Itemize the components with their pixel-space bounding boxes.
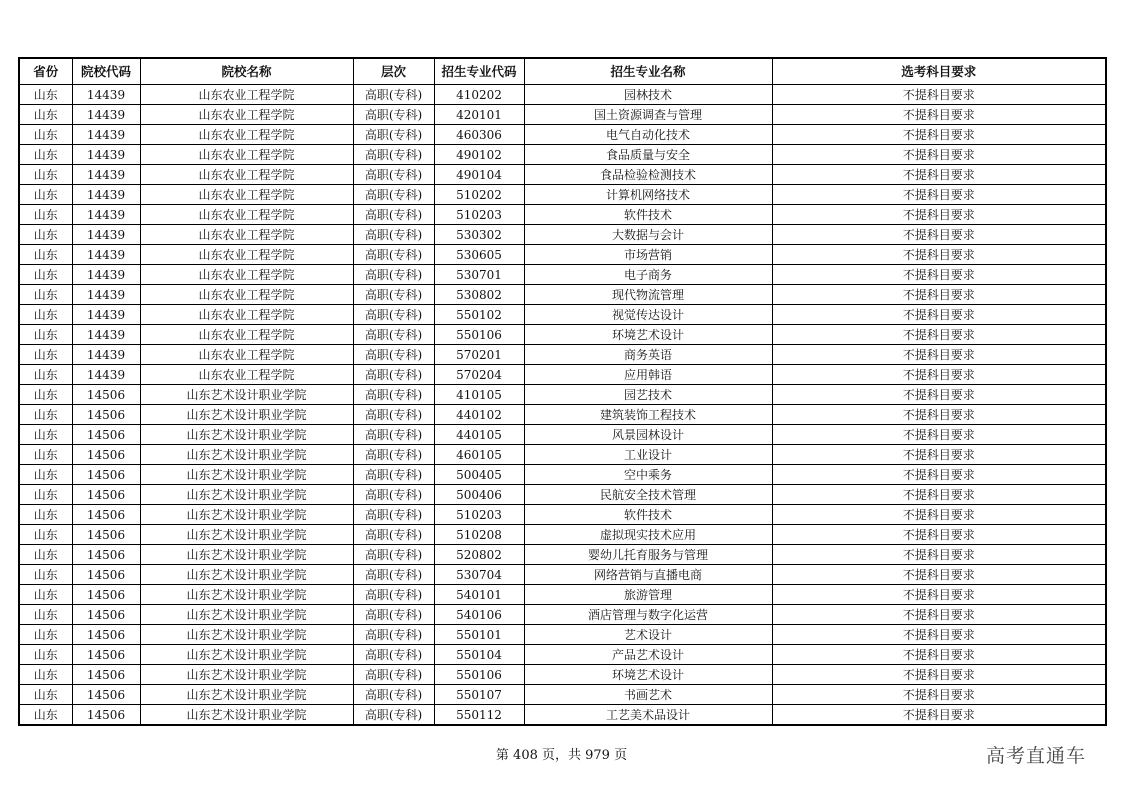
cell-major-name: 食品检验检测技术 (524, 165, 772, 185)
table-row (19, 585, 1106, 605)
cell-level: 高职(专科) (353, 105, 434, 125)
cell-level: 高职(专科) (353, 605, 434, 625)
cell-subject-requirement: 不提科目要求 (772, 445, 1106, 465)
cell-school-name: 山东农业工程学院 (140, 265, 353, 285)
cell-major-code: 530701 (434, 265, 524, 285)
cell-school-name: 山东艺术设计职业学院 (140, 545, 353, 565)
cell-major-name: 风景园林设计 (524, 425, 772, 445)
cell-school-name: 山东艺术设计职业学院 (140, 445, 353, 465)
cell-subject-requirement: 不提科目要求 (772, 365, 1106, 385)
cell-province: 山东 (19, 225, 72, 245)
cell-major-code: 510202 (434, 185, 524, 205)
cell-province: 山东 (19, 405, 72, 425)
table-row (19, 285, 1106, 305)
cell-major-code: 550106 (434, 665, 524, 685)
table-row (19, 325, 1106, 345)
cell-school-code: 14439 (72, 205, 140, 225)
cell-major-name: 食品质量与安全 (524, 145, 772, 165)
cell-major-code: 570201 (434, 345, 524, 365)
cell-level: 高职(专科) (353, 545, 434, 565)
cell-major-name: 软件技术 (524, 205, 772, 225)
cell-subject-requirement: 不提科目要求 (772, 565, 1106, 585)
table-row (19, 405, 1106, 425)
cell-major-code: 500405 (434, 465, 524, 485)
cell-major-code: 510208 (434, 525, 524, 545)
cell-province: 山东 (19, 705, 72, 726)
cell-school-name: 山东艺术设计职业学院 (140, 385, 353, 405)
cell-major-code: 570204 (434, 365, 524, 385)
cell-province: 山东 (19, 465, 72, 485)
cell-province: 山东 (19, 525, 72, 545)
cell-major-name: 大数据与会计 (524, 225, 772, 245)
cell-level: 高职(专科) (353, 445, 434, 465)
cell-school-name: 山东农业工程学院 (140, 305, 353, 325)
cell-major-name: 市场营销 (524, 245, 772, 265)
cell-major-code: 500406 (434, 485, 524, 505)
cell-school-code: 14506 (72, 705, 140, 726)
cell-major-code: 530704 (434, 565, 524, 585)
cell-major-code: 520802 (434, 545, 524, 565)
cell-subject-requirement: 不提科目要求 (772, 385, 1106, 405)
cell-subject-requirement: 不提科目要求 (772, 505, 1106, 525)
cell-major-code: 550102 (434, 305, 524, 325)
header-school-code: 院校代码 (72, 58, 140, 85)
cell-province: 山东 (19, 645, 72, 665)
cell-major-name: 网络营销与直播电商 (524, 565, 772, 585)
table-row (19, 525, 1106, 545)
header-school-name: 院校名称 (140, 58, 353, 85)
cell-school-name: 山东农业工程学院 (140, 225, 353, 245)
cell-level: 高职(专科) (353, 305, 434, 325)
cell-province: 山东 (19, 305, 72, 325)
cell-level: 高职(专科) (353, 365, 434, 385)
cell-major-code: 550104 (434, 645, 524, 665)
cell-level: 高职(专科) (353, 145, 434, 165)
cell-level: 高职(专科) (353, 565, 434, 585)
header-level: 层次 (353, 58, 434, 85)
cell-school-code: 14506 (72, 645, 140, 665)
cell-province: 山东 (19, 145, 72, 165)
cell-subject-requirement: 不提科目要求 (772, 525, 1106, 545)
cell-province: 山东 (19, 385, 72, 405)
cell-subject-requirement: 不提科目要求 (772, 105, 1106, 125)
cell-major-code: 460306 (434, 125, 524, 145)
table-row (19, 365, 1106, 385)
cell-school-name: 山东农业工程学院 (140, 165, 353, 185)
cell-major-code: 460105 (434, 445, 524, 465)
cell-school-code: 14506 (72, 445, 140, 465)
cell-province: 山东 (19, 545, 72, 565)
cell-major-code: 410202 (434, 85, 524, 105)
cell-school-name: 山东艺术设计职业学院 (140, 525, 353, 545)
cell-school-name: 山东农业工程学院 (140, 185, 353, 205)
cell-subject-requirement: 不提科目要求 (772, 265, 1106, 285)
cell-province: 山东 (19, 485, 72, 505)
header-subject-requirement: 选考科目要求 (772, 58, 1106, 85)
cell-major-code: 540101 (434, 585, 524, 605)
cell-major-code: 550106 (434, 325, 524, 345)
cell-level: 高职(专科) (353, 225, 434, 245)
cell-school-code: 14439 (72, 105, 140, 125)
cell-subject-requirement: 不提科目要求 (772, 685, 1106, 705)
cell-major-name: 现代物流管理 (524, 285, 772, 305)
cell-major-code: 530605 (434, 245, 524, 265)
cell-province: 山东 (19, 605, 72, 625)
cell-school-name: 山东艺术设计职业学院 (140, 505, 353, 525)
table-row (19, 165, 1106, 185)
cell-school-name: 山东艺术设计职业学院 (140, 605, 353, 625)
cell-major-code: 510203 (434, 505, 524, 525)
cell-school-code: 14506 (72, 485, 140, 505)
cell-major-code: 490104 (434, 165, 524, 185)
cell-school-name: 山东艺术设计职业学院 (140, 485, 353, 505)
cell-school-code: 14506 (72, 665, 140, 685)
cell-level: 高职(专科) (353, 505, 434, 525)
cell-province: 山东 (19, 245, 72, 265)
header-major-code: 招生专业代码 (434, 58, 524, 85)
cell-level: 高职(专科) (353, 585, 434, 605)
cell-school-code: 14439 (72, 325, 140, 345)
cell-province: 山东 (19, 445, 72, 465)
cell-major-code: 530302 (434, 225, 524, 245)
cell-subject-requirement: 不提科目要求 (772, 125, 1106, 145)
cell-level: 高职(专科) (353, 465, 434, 485)
cell-school-code: 14439 (72, 265, 140, 285)
cell-level: 高职(专科) (353, 285, 434, 305)
cell-level: 高职(专科) (353, 165, 434, 185)
cell-major-code: 440102 (434, 405, 524, 425)
cell-subject-requirement: 不提科目要求 (772, 645, 1106, 665)
cell-level: 高职(专科) (353, 425, 434, 445)
cell-level: 高职(专科) (353, 385, 434, 405)
cell-major-code: 550101 (434, 625, 524, 645)
cell-major-name: 建筑装饰工程技术 (524, 405, 772, 425)
cell-subject-requirement: 不提科目要求 (772, 225, 1106, 245)
cell-subject-requirement: 不提科目要求 (772, 165, 1106, 185)
cell-province: 山东 (19, 625, 72, 645)
cell-province: 山东 (19, 85, 72, 105)
cell-subject-requirement: 不提科目要求 (772, 325, 1106, 345)
cell-province: 山东 (19, 585, 72, 605)
cell-school-name: 山东农业工程学院 (140, 325, 353, 345)
cell-level: 高职(专科) (353, 265, 434, 285)
table-row (19, 205, 1106, 225)
table-row (19, 645, 1106, 665)
cell-level: 高职(专科) (353, 125, 434, 145)
table-row (19, 245, 1106, 265)
cell-school-code: 14506 (72, 505, 140, 525)
cell-school-code: 14439 (72, 245, 140, 265)
cell-level: 高职(专科) (353, 85, 434, 105)
cell-school-code: 14506 (72, 545, 140, 565)
table-row (19, 345, 1106, 365)
cell-major-name: 国土资源调查与管理 (524, 105, 772, 125)
cell-major-name: 婴幼儿托育服务与管理 (524, 545, 772, 565)
cell-school-code: 14506 (72, 625, 140, 645)
cell-school-name: 山东艺术设计职业学院 (140, 465, 353, 485)
cell-major-name: 酒店管理与数字化运营 (524, 605, 772, 625)
cell-level: 高职(专科) (353, 205, 434, 225)
cell-subject-requirement: 不提科目要求 (772, 425, 1106, 445)
cell-level: 高职(专科) (353, 525, 434, 545)
cell-school-code: 14439 (72, 125, 140, 145)
cell-province: 山东 (19, 365, 72, 385)
table-row (19, 545, 1106, 565)
cell-subject-requirement: 不提科目要求 (772, 245, 1106, 265)
cell-major-name: 虚拟现实技术应用 (524, 525, 772, 545)
cell-subject-requirement: 不提科目要求 (772, 185, 1106, 205)
cell-level: 高职(专科) (353, 705, 434, 726)
cell-subject-requirement: 不提科目要求 (772, 345, 1106, 365)
table-row (19, 605, 1106, 625)
cell-major-code: 490102 (434, 145, 524, 165)
table-row (19, 665, 1106, 685)
cell-major-name: 视觉传达设计 (524, 305, 772, 325)
cell-school-code: 14506 (72, 465, 140, 485)
cell-school-name: 山东艺术设计职业学院 (140, 665, 353, 685)
cell-major-name: 应用韩语 (524, 365, 772, 385)
cell-subject-requirement: 不提科目要求 (772, 485, 1106, 505)
cell-subject-requirement: 不提科目要求 (772, 85, 1106, 105)
cell-school-name: 山东农业工程学院 (140, 285, 353, 305)
cell-subject-requirement: 不提科目要求 (772, 705, 1106, 726)
cell-province: 山东 (19, 125, 72, 145)
cell-subject-requirement: 不提科目要求 (772, 405, 1106, 425)
cell-major-code: 410105 (434, 385, 524, 405)
table-row (19, 465, 1106, 485)
cell-subject-requirement: 不提科目要求 (772, 545, 1106, 565)
cell-school-name: 山东艺术设计职业学院 (140, 405, 353, 425)
cell-school-code: 14439 (72, 165, 140, 185)
cell-level: 高职(专科) (353, 405, 434, 425)
cell-level: 高职(专科) (353, 325, 434, 345)
table-row (19, 625, 1106, 645)
cell-school-name: 山东农业工程学院 (140, 125, 353, 145)
cell-school-code: 14439 (72, 365, 140, 385)
cell-school-name: 山东农业工程学院 (140, 205, 353, 225)
cell-school-code: 14439 (72, 225, 140, 245)
cell-level: 高职(专科) (353, 485, 434, 505)
cell-level: 高职(专科) (353, 625, 434, 645)
cell-major-code: 530802 (434, 285, 524, 305)
table-row (19, 85, 1106, 105)
cell-major-name: 书画艺术 (524, 685, 772, 705)
cell-province: 山东 (19, 325, 72, 345)
cell-province: 山东 (19, 425, 72, 445)
table-row (19, 225, 1106, 245)
cell-school-code: 14439 (72, 145, 140, 165)
table-row (19, 485, 1106, 505)
cell-province: 山东 (19, 265, 72, 285)
table-row (19, 125, 1106, 145)
table-row (19, 705, 1106, 726)
cell-school-name: 山东农业工程学院 (140, 365, 353, 385)
cell-level: 高职(专科) (353, 245, 434, 265)
cell-level: 高职(专科) (353, 345, 434, 365)
cell-school-name: 山东农业工程学院 (140, 85, 353, 105)
cell-level: 高职(专科) (353, 645, 434, 665)
cell-major-code: 550107 (434, 685, 524, 705)
cell-level: 高职(专科) (353, 685, 434, 705)
cell-major-code: 420101 (434, 105, 524, 125)
cell-level: 高职(专科) (353, 185, 434, 205)
cell-major-name: 电子商务 (524, 265, 772, 285)
cell-school-code: 14506 (72, 405, 140, 425)
cell-school-code: 14506 (72, 585, 140, 605)
cell-major-name: 环境艺术设计 (524, 325, 772, 345)
cell-school-name: 山东艺术设计职业学院 (140, 625, 353, 645)
cell-major-name: 园艺技术 (524, 385, 772, 405)
cell-school-code: 14439 (72, 285, 140, 305)
cell-major-code: 540106 (434, 605, 524, 625)
table-row (19, 145, 1106, 165)
cell-major-name: 计算机网络技术 (524, 185, 772, 205)
cell-school-name: 山东艺术设计职业学院 (140, 645, 353, 665)
cell-school-name: 山东艺术设计职业学院 (140, 425, 353, 445)
cell-province: 山东 (19, 165, 72, 185)
cell-province: 山东 (19, 105, 72, 125)
cell-major-name: 旅游管理 (524, 585, 772, 605)
cell-school-name: 山东艺术设计职业学院 (140, 705, 353, 726)
page-number: 第 408 页，共 979 页 (495, 748, 628, 763)
cell-subject-requirement: 不提科目要求 (772, 465, 1106, 485)
table-row (19, 425, 1106, 445)
table-row (19, 185, 1106, 205)
cell-school-name: 山东农业工程学院 (140, 245, 353, 265)
cell-province: 山东 (19, 205, 72, 225)
cell-province: 山东 (19, 505, 72, 525)
table-row (19, 685, 1106, 705)
table-row (19, 305, 1106, 325)
cell-subject-requirement: 不提科目要求 (772, 665, 1106, 685)
cell-subject-requirement: 不提科目要求 (772, 285, 1106, 305)
cell-province: 山东 (19, 665, 72, 685)
cell-major-name: 艺术设计 (524, 625, 772, 645)
cell-school-code: 14439 (72, 305, 140, 325)
cell-school-name: 山东农业工程学院 (140, 345, 353, 365)
cell-school-name: 山东艺术设计职业学院 (140, 585, 353, 605)
cell-school-code: 14506 (72, 385, 140, 405)
header-major-name: 招生专业名称 (524, 58, 772, 85)
table-row (19, 385, 1106, 405)
table-row (19, 105, 1106, 125)
cell-major-name: 商务英语 (524, 345, 772, 365)
cell-subject-requirement: 不提科目要求 (772, 145, 1106, 165)
cell-subject-requirement: 不提科目要求 (772, 605, 1106, 625)
table-row (19, 505, 1106, 525)
cell-school-name: 山东农业工程学院 (140, 105, 353, 125)
watermark-text: 高考直通车 (986, 745, 1087, 767)
cell-school-name: 山东农业工程学院 (140, 145, 353, 165)
cell-school-code: 14439 (72, 85, 140, 105)
header-province: 省份 (19, 58, 72, 85)
cell-level: 高职(专科) (353, 665, 434, 685)
cell-school-code: 14506 (72, 685, 140, 705)
cell-province: 山东 (19, 565, 72, 585)
cell-major-name: 电气自动化技术 (524, 125, 772, 145)
cell-subject-requirement: 不提科目要求 (772, 305, 1106, 325)
cell-province: 山东 (19, 185, 72, 205)
cell-major-name: 工艺美术品设计 (524, 705, 772, 726)
table-row (19, 565, 1106, 585)
cell-subject-requirement: 不提科目要求 (772, 585, 1106, 605)
cell-school-code: 14439 (72, 345, 140, 365)
cell-subject-requirement: 不提科目要求 (772, 625, 1106, 645)
cell-province: 山东 (19, 685, 72, 705)
cell-province: 山东 (19, 285, 72, 305)
cell-major-code: 550112 (434, 705, 524, 726)
cell-school-code: 14506 (72, 605, 140, 625)
table-header-row (19, 58, 1106, 85)
cell-major-name: 空中乘务 (524, 465, 772, 485)
cell-school-name: 山东艺术设计职业学院 (140, 565, 353, 585)
cell-major-name: 产品艺术设计 (524, 645, 772, 665)
table-body (19, 85, 1106, 726)
cell-major-name: 园林技术 (524, 85, 772, 105)
cell-school-code: 14439 (72, 185, 140, 205)
cell-school-name: 山东艺术设计职业学院 (140, 685, 353, 705)
cell-major-name: 环境艺术设计 (524, 665, 772, 685)
cell-subject-requirement: 不提科目要求 (772, 205, 1106, 225)
cell-school-code: 14506 (72, 565, 140, 585)
cell-major-name: 工业设计 (524, 445, 772, 465)
admission-table (18, 57, 1107, 726)
table-row (19, 445, 1106, 465)
cell-major-code: 440105 (434, 425, 524, 445)
cell-major-name: 软件技术 (524, 505, 772, 525)
cell-major-code: 510203 (434, 205, 524, 225)
table-row (19, 265, 1106, 285)
cell-major-name: 民航安全技术管理 (524, 485, 772, 505)
cell-school-code: 14506 (72, 425, 140, 445)
cell-province: 山东 (19, 345, 72, 365)
cell-school-code: 14506 (72, 525, 140, 545)
